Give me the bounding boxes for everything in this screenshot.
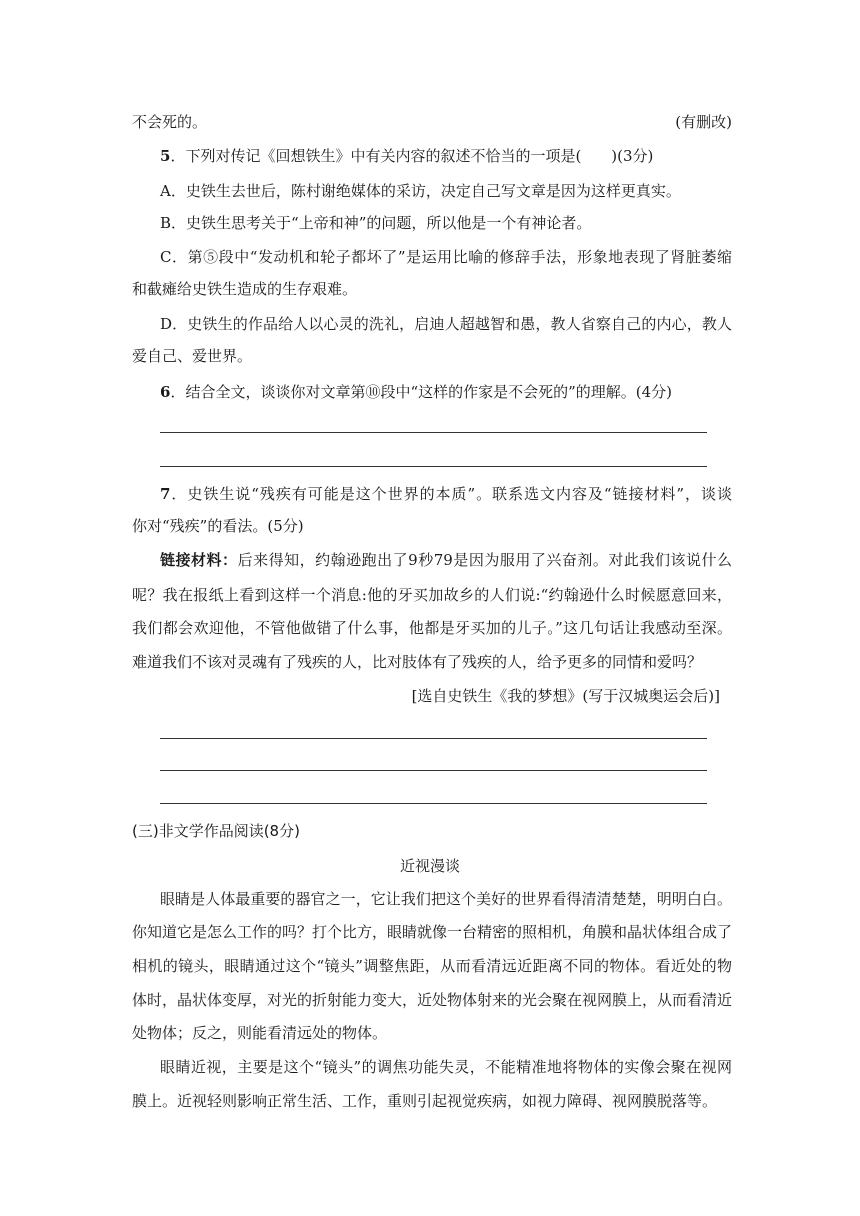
linked-material-line-3: 我们都会欢迎他，不管他做错了什么事，他都是牙买加的儿子。”这几句话让我感动至深。 — [132, 619, 732, 637]
linked-material-line-1 — [160, 550, 732, 570]
question-number: 7 — [160, 485, 171, 503]
question-text: ．结合全文，谈谈你对文章第⑩段中“这样的作家是不会死的”的理解。(4分) — [170, 383, 673, 401]
abridged-note: (有删改) — [675, 113, 732, 131]
continued-text: 不会死的。 — [132, 113, 208, 131]
question-number: 5 — [160, 147, 171, 165]
question-number: 6 — [160, 383, 171, 401]
paragraph-1-line-2: 你知道它是怎么工作的吗？打个比方，眼睛就像一台精密的照相机，角膜和晶状体组合成了 — [132, 923, 733, 941]
answer-line — [160, 466, 707, 467]
article-title: 近视漫谈 — [399, 857, 460, 875]
option-b: B．史铁生思考关于“上帝和神”的问题，所以他是一个有神论者。 — [160, 214, 592, 232]
option-a: A．史铁生去世后，陈村谢绝媒体的采访，决定自己写文章是因为这样更真实。 — [160, 182, 681, 200]
paragraph-1-line-4: 体时，晶状体变厚，对光的折射能力变大，近处物体射来的光会聚在视网膜上，从而看清近 — [132, 991, 733, 1009]
answer-line — [160, 803, 707, 804]
answer-line — [160, 738, 707, 739]
question-7-stem-line-2: 你对“残疾”的看法。(5分) — [132, 517, 304, 535]
option-d-line-2: 爱自己、爱世界。 — [132, 347, 253, 365]
linked-material-line-4: 难道我们不该对灵魂有了残疾的人，比对肢体有了残疾的人，给予更多的同情和爱吗？ — [132, 653, 703, 671]
option-c-line-1: C．第⑤段中“发动机和轮子都坏了”是运用比喻的修辞手法，形象地表现了肾脏萎缩 — [160, 248, 732, 266]
paragraph-1-line-3: 相机的镜头，眼睛通过这个“镜头”调整焦距，从而看清远近距离不同的物体。看近处的物 — [132, 957, 732, 975]
answer-line — [160, 770, 707, 771]
paragraph-1-line-5: 处物体；反之，则能看清远处的物体。 — [132, 1024, 388, 1042]
answer-line — [160, 432, 707, 433]
question-text: ．史铁生说“残疾有可能是这个世界的本质”。联系选文内容及“链接材料”，谈谈 — [170, 485, 732, 503]
question-7-stem-line-1 — [160, 484, 732, 504]
paragraph-2-line-1: 眼睛近视，主要是这个“镜头”的调焦功能失灵，不能精准地将物体的实像会聚在视网 — [160, 1058, 732, 1076]
linked-material-label: 链接材料： — [160, 551, 238, 569]
paragraph-2-line-2: 膜上。近视轻则影响正常生活、工作，重则引起视觉疾病，如视力障碍、视网膜脱落等。 — [132, 1092, 718, 1110]
option-d-line-1: D．史铁生的作品给人以心灵的洗礼，启迪人超越智和愚，教人省察自己的内心，教人 — [160, 315, 732, 333]
option-c-line-2: 和截瘫给史铁生造成的生存艰难。 — [132, 280, 358, 298]
source-citation: [选自史铁生《我的梦想》(写于汉城奥运会后)] — [411, 687, 720, 705]
linked-material-text: 后来得知，约翰逊跑出了9秒79是因为服用了兴奋剂。对此我们该说什么 — [237, 551, 732, 569]
question-6-stem — [160, 382, 760, 402]
linked-material-line-2: 呢？我在报纸上看到这样一个消息:他的牙买加故乡的人们说:“约翰逊什么时候愿意回来， — [132, 586, 732, 604]
paragraph-1-line-1: 眼睛是人体最重要的器官之一，它让我们把这个美好的世界看得清清楚楚，明明白白。 — [160, 890, 732, 908]
question-5-stem — [160, 146, 760, 166]
question-text: ．下列对传记《回想铁生》中有关内容的叙述不恰当的一项是( )(3分) — [170, 147, 654, 165]
section-heading: (三)非文学作品阅读(8分) — [132, 822, 300, 840]
